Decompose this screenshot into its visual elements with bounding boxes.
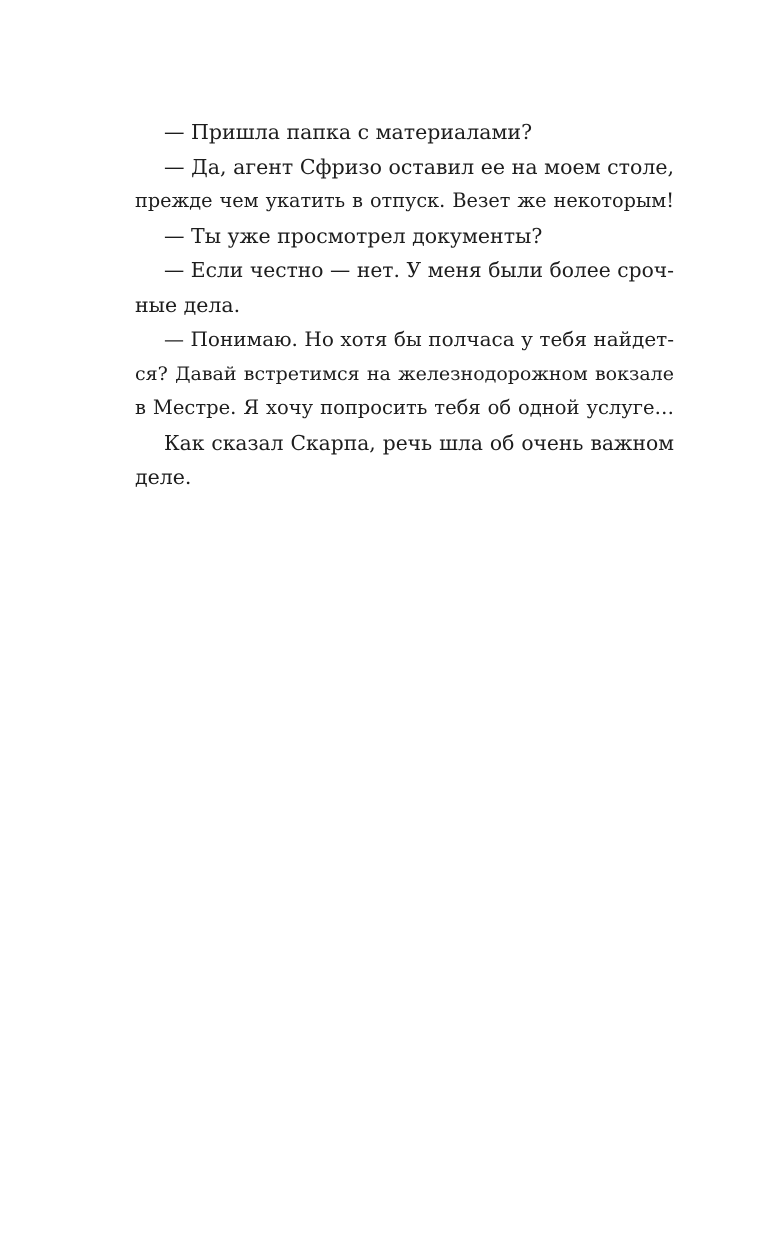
paragraph-4-line-2: ные дела. [135,292,241,317]
paragraph-5-line-1: — Понимаю. Но хотя бы полчаса у тебя найдет- [164,327,674,351]
paragraph-2-line-2: прежде чем укатить в отпуск. Везет же некоторым! [135,189,674,212]
paragraph-3-line-1: — Ты уже просмотрел документы? [164,223,543,248]
paragraph-4-line-1: — Если честно — нет. У меня были более сроч- [164,258,674,282]
paragraph-5-line-3: в Местре. Я хочу попросить тебя об одной услуге… [135,396,674,419]
paragraph-5-line-2: ся? Давай встретимся на железнодорожном вокзале [135,362,674,385]
page-text [135,115,674,495]
paragraph-1-line-1: — Пришла папка с материалами? [164,120,533,144]
paragraph-2-line-1: — Да, агент Сфризо оставил ее на моем столе, [164,154,674,179]
paragraph-6-line-1: Как сказал Скарпа, речь шла об очень важном [164,430,674,455]
paragraph-6-line-2: деле. [135,465,192,489]
